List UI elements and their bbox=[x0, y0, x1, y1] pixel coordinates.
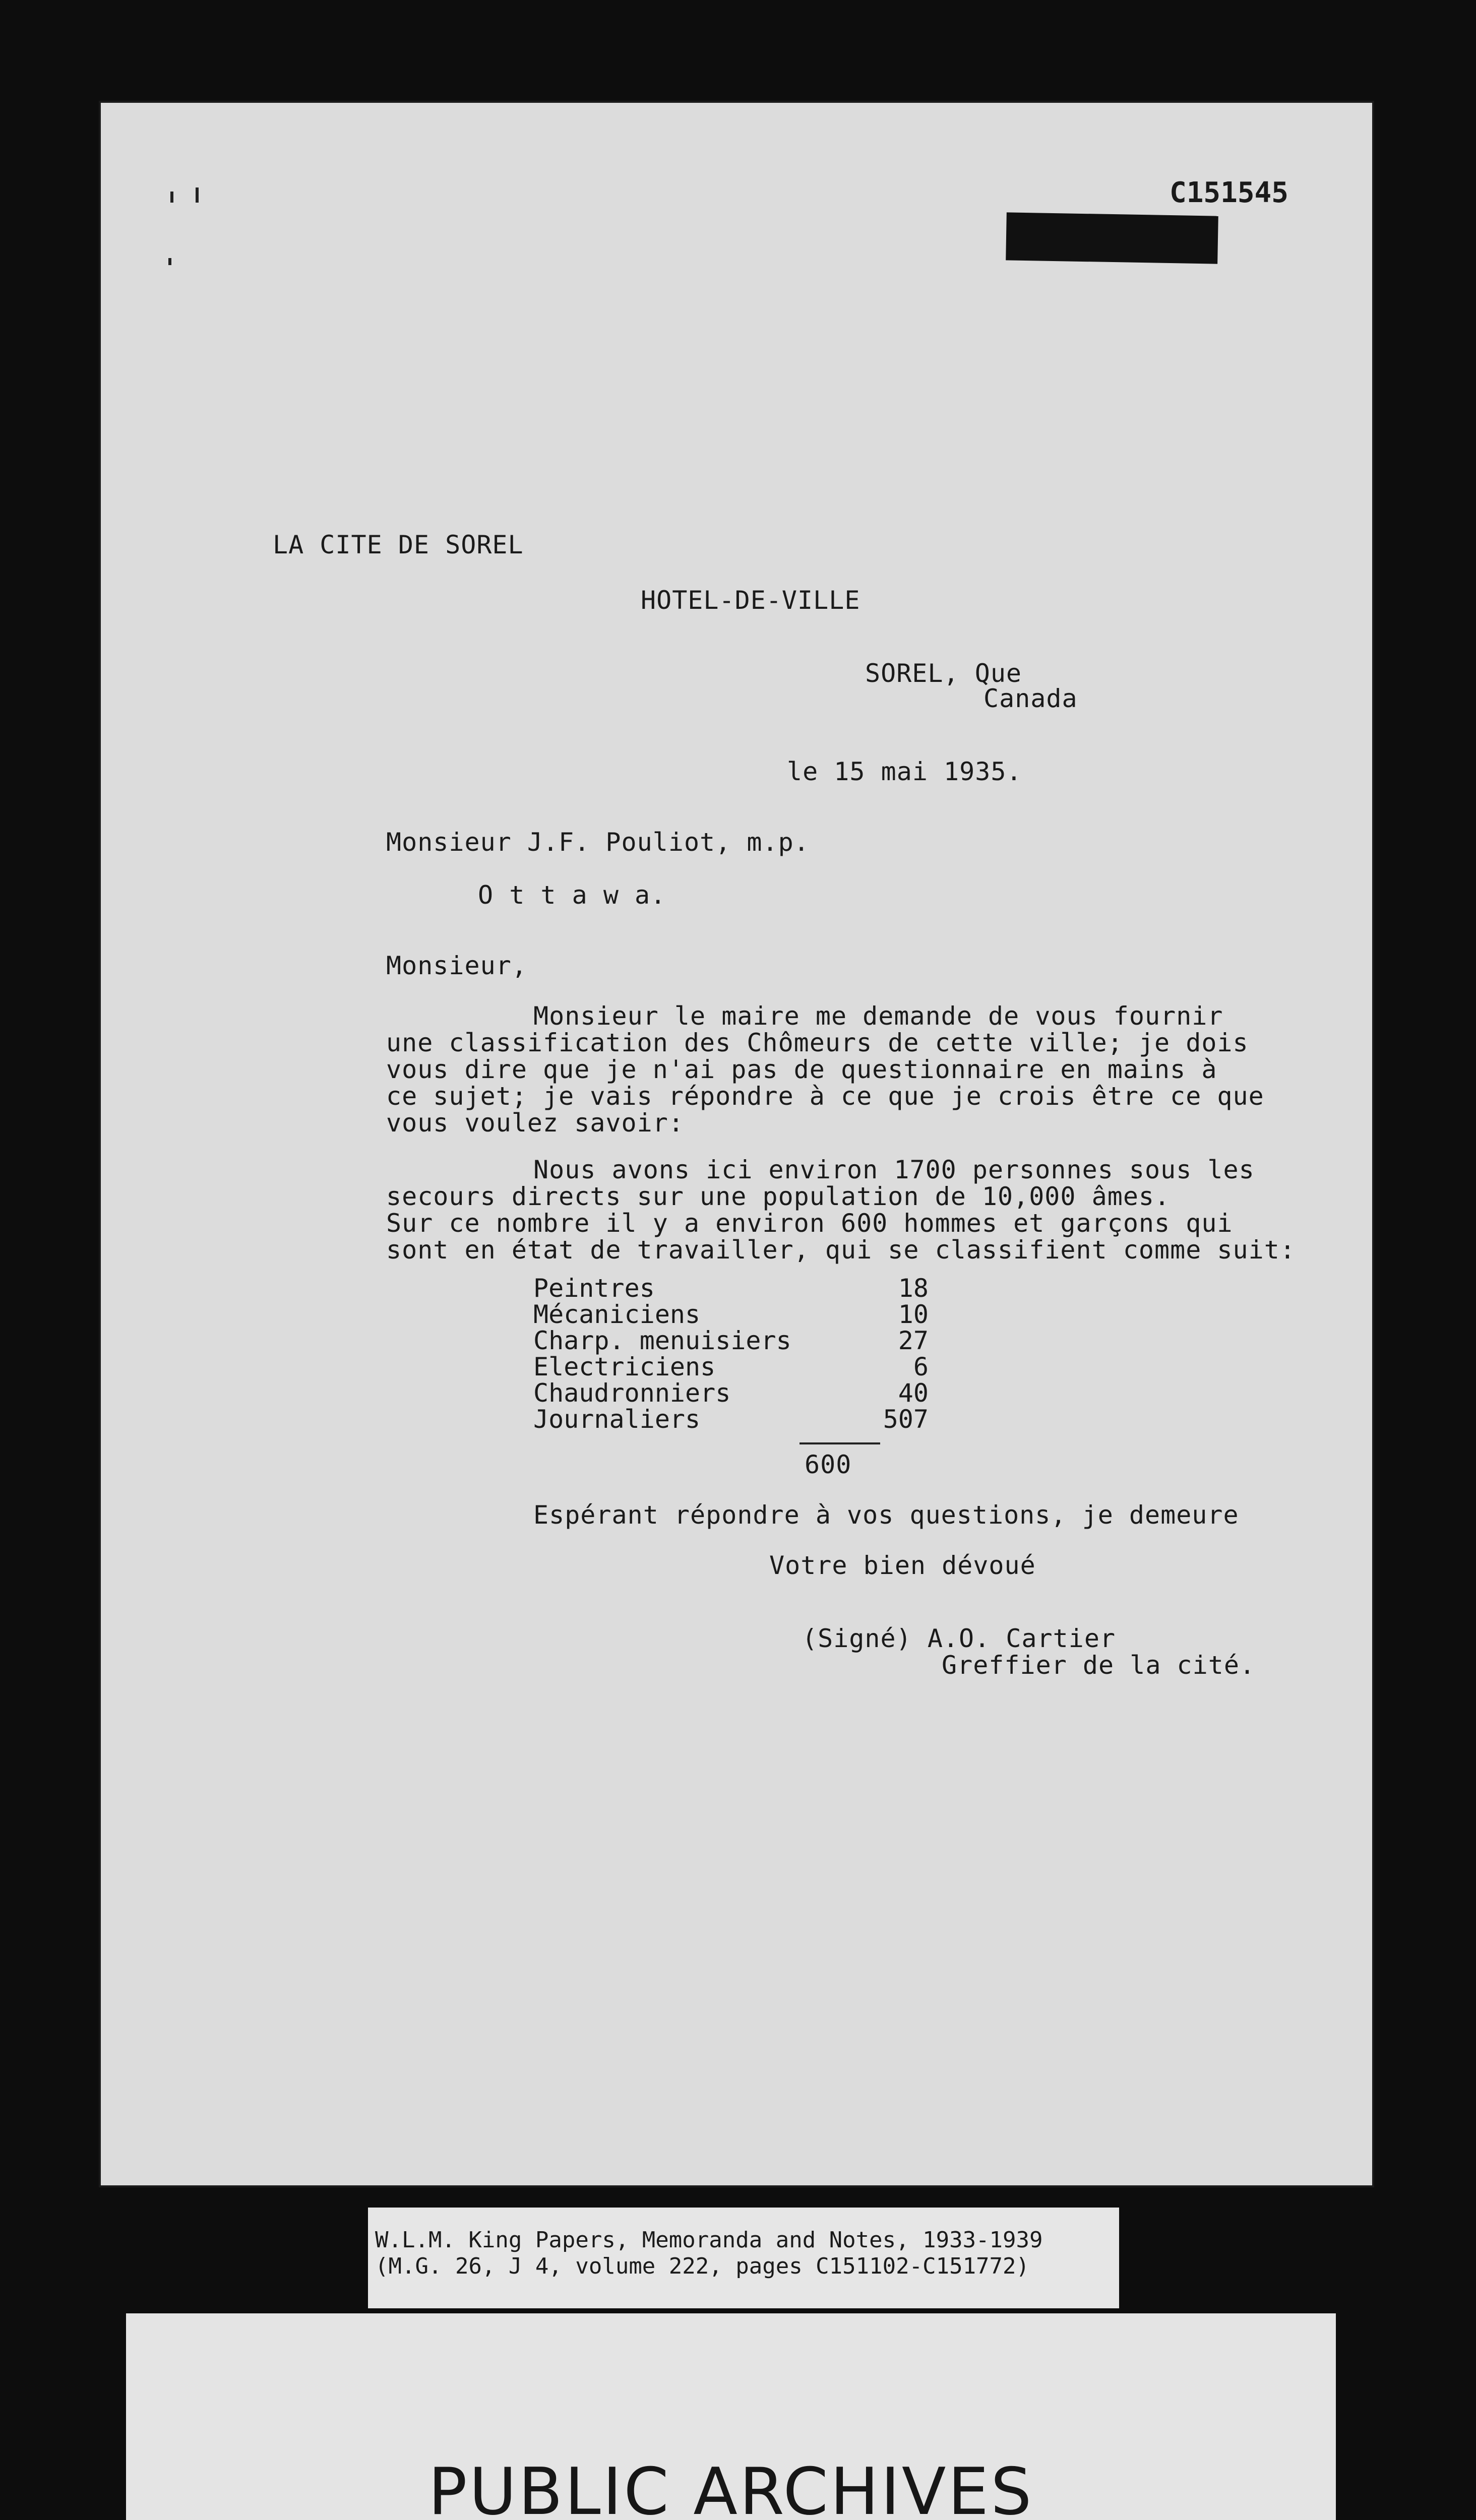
table-row bbox=[533, 1354, 1037, 1380]
paragraph-line: Nous avons ici environ 1700 personnes sous les bbox=[533, 1155, 1255, 1184]
count-cell: 10 bbox=[898, 1300, 929, 1329]
table-row bbox=[533, 1301, 1037, 1328]
letter-page bbox=[99, 101, 1374, 2187]
archive-label-line: (M.G. 26, J 4, volume 222, pages C151102-C151772) bbox=[375, 2253, 1030, 2279]
table-row bbox=[533, 1380, 1037, 1406]
table-row bbox=[533, 1275, 1037, 1301]
table-total: 600 bbox=[805, 1450, 852, 1479]
archives-stamp-card bbox=[126, 2313, 1336, 2520]
table-row bbox=[533, 1406, 1037, 1432]
paragraph-line: vous dire que je n'ai pas de questionnaire en mains à bbox=[386, 1055, 1217, 1084]
margin-mark bbox=[196, 187, 199, 203]
count-cell: 507 bbox=[883, 1405, 929, 1434]
salutation: Monsieur, bbox=[386, 951, 527, 980]
count-cell: 27 bbox=[898, 1326, 929, 1355]
occupation-cell: Electriciens bbox=[533, 1352, 716, 1381]
paragraph-line: Monsieur le maire me demande de vous fournir bbox=[533, 1001, 1223, 1031]
letterhead-place: SOREL, Que bbox=[865, 659, 1022, 688]
letterhead-city: LA CITE DE SOREL bbox=[273, 530, 524, 559]
paragraph-line: sont en état de travailler, qui se classifient comme suit: bbox=[386, 1235, 1296, 1265]
signature-title: Greffier de la cité. bbox=[942, 1651, 1256, 1680]
occupation-cell: Chaudronniers bbox=[533, 1378, 731, 1408]
paragraph-line: une classification des Chômeurs de cette ville; je dois bbox=[386, 1028, 1249, 1057]
closing-line: Espérant répondre à vos questions, je demeure bbox=[533, 1500, 1239, 1530]
count-cell: 18 bbox=[898, 1274, 929, 1303]
paragraph-line: Sur ce nombre il y a environ 600 hommes et garçons qui bbox=[386, 1209, 1233, 1238]
letter-date: le 15 mai 1935. bbox=[787, 757, 1022, 786]
letterhead-office: HOTEL-DE-VILLE bbox=[641, 586, 860, 615]
paragraph-line: vous voulez savoir: bbox=[386, 1108, 684, 1138]
recipient-name: Monsieur J.F. Pouliot, m.p. bbox=[386, 828, 810, 857]
count-cell: 40 bbox=[898, 1378, 929, 1408]
margin-mark bbox=[168, 258, 171, 265]
archive-reference-label bbox=[368, 2208, 1119, 2308]
total-rule bbox=[799, 1442, 880, 1444]
occupation-cell: Charp. menuisiers bbox=[533, 1326, 791, 1355]
occupation-cell: Peintres bbox=[533, 1274, 655, 1303]
paragraph-line: secours directs sur une population de 10,000 âmes. bbox=[386, 1182, 1171, 1211]
unemployed-table bbox=[533, 1275, 1037, 1432]
reference-number: C151545 bbox=[1169, 176, 1288, 209]
occupation-cell: Journaliers bbox=[533, 1405, 701, 1434]
valediction: Votre bien dévoué bbox=[769, 1551, 1036, 1580]
recipient-city: O t t a w a. bbox=[478, 880, 666, 910]
signature-name: (Signé) A.O. Cartier bbox=[802, 1624, 1116, 1653]
paragraph-line: ce sujet; je vais répondre à ce que je crois être ce que bbox=[386, 1082, 1264, 1111]
redaction-bar bbox=[1006, 212, 1218, 264]
count-cell: 6 bbox=[913, 1352, 929, 1381]
occupation-cell: Mécaniciens bbox=[533, 1300, 701, 1329]
table-row bbox=[533, 1328, 1037, 1354]
margin-mark bbox=[170, 192, 173, 203]
archive-label-line: W.L.M. King Papers, Memoranda and Notes, 1933-1939 bbox=[375, 2227, 1043, 2253]
letterhead-country: Canada bbox=[983, 684, 1078, 713]
stamp-title-en: PUBLIC ARCHIVES bbox=[428, 2454, 1034, 2520]
